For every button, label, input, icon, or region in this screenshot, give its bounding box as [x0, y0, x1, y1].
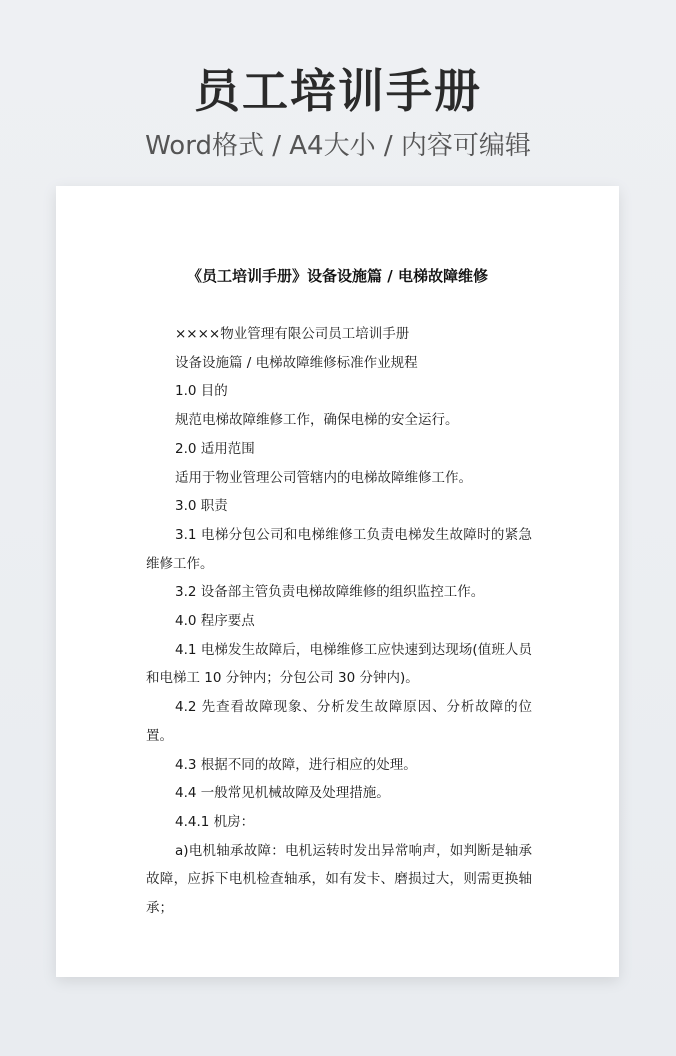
doc-paragraph: a)电机轴承故障：电机运转时发出异常响声，如判断是轴承故障，应拆下电机检查轴承，如有发卡、磨损过大，则需更换轴承； — [146, 842, 532, 917]
doc-paragraph-company: ××××物业管理有限公司员工培训手册 — [175, 326, 410, 342]
document-body — [146, 320, 532, 923]
doc-paragraph: 3.1 电梯分包公司和电梯维修工负责电梯发生故障时的紧急维修工作。 — [146, 526, 532, 572]
doc-paragraph: 4.4 一般常见机械故障及处理措施。 — [175, 785, 390, 802]
doc-heading-scope: 2.0 适用范围 — [175, 440, 255, 457]
doc-paragraph-section: 设备设施篇 / 电梯故障维修标准作业规程 — [175, 354, 418, 371]
doc-paragraph: 规范电梯故障维修工作，确保电梯的安全运行。 — [175, 412, 459, 429]
doc-paragraph: 3.2 设备部主管负责电梯故障维修的组织监控工作。 — [175, 584, 485, 601]
document-title: 《员工培训手册》设备设施篇 / 电梯故障维修 — [187, 267, 488, 285]
doc-heading-duties: 3.0 职责 — [175, 498, 228, 515]
doc-paragraph: 4.1 电梯发生故障后，电梯维修工应快速到达现场(值班人员和电梯工 10 分钟内；分包公司 30 分钟内)。 — [146, 641, 532, 687]
hero-subtitle: Word格式 / A4大小 / 内容可编辑 — [145, 131, 531, 161]
doc-heading-procedure: 4.0 程序要点 — [175, 613, 255, 630]
doc-heading-machine-room: 4.4.1 机房： — [175, 813, 255, 830]
doc-paragraph: 4.2 先查看故障现象、分析发生故障原因、分析故障的位置。 — [146, 699, 532, 744]
hero-banner — [0, 60, 676, 164]
doc-heading-purpose: 1.0 目的 — [175, 383, 228, 400]
document-page — [56, 186, 619, 977]
doc-paragraph: 4.3 根据不同的故障，进行相应的处理。 — [175, 756, 417, 773]
hero-title: 员工培训手册 — [194, 64, 482, 118]
doc-paragraph: 适用于物业管理公司管辖内的电梯故障维修工作。 — [175, 469, 472, 486]
